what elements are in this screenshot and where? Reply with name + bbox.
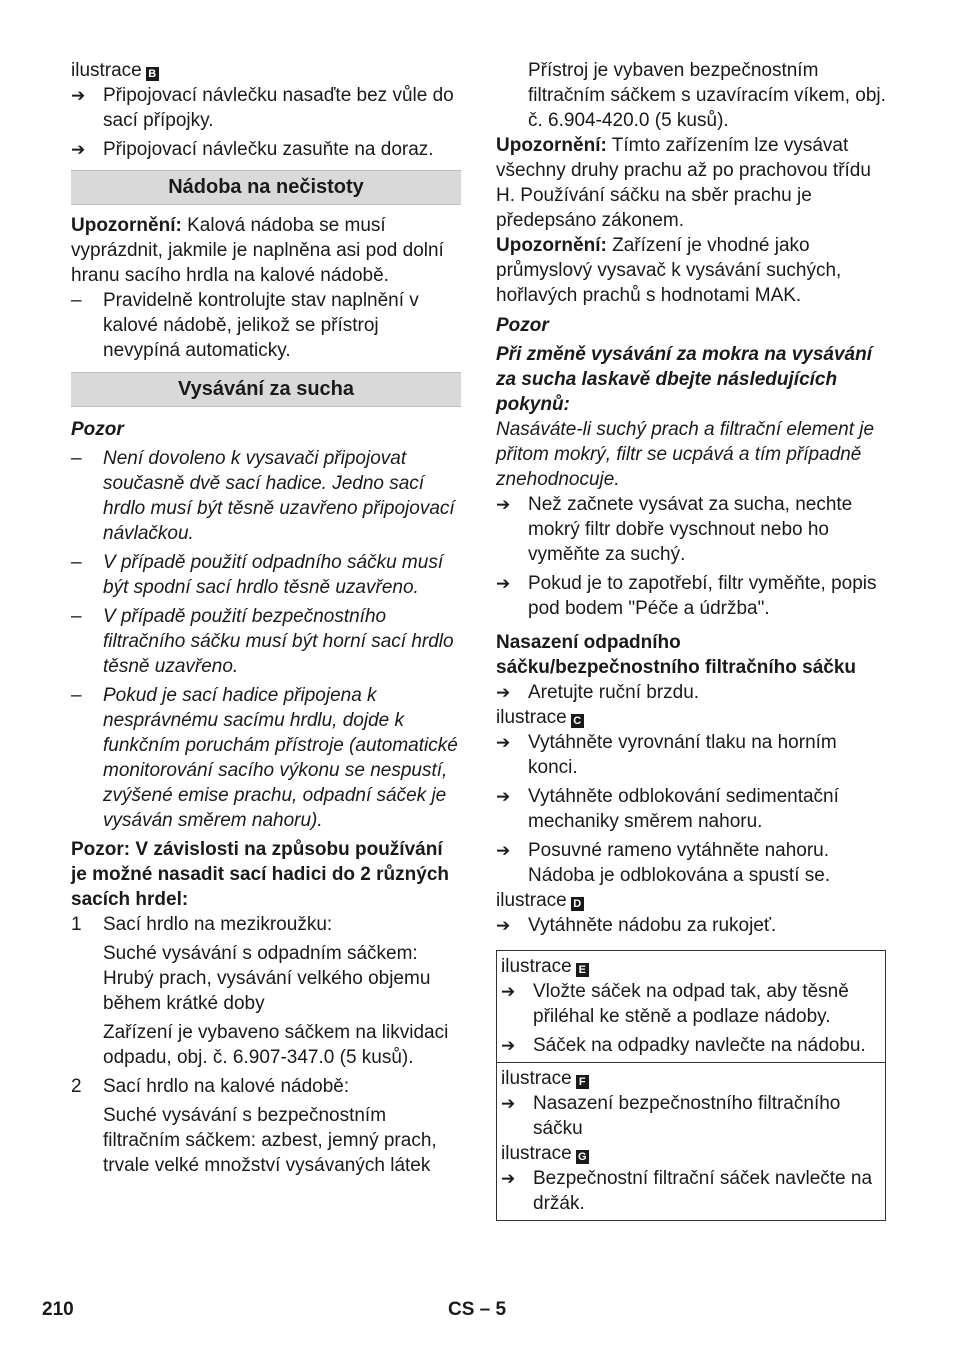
caution-bold-text: Při změně vysávání za mokra na vysávání za sucha laskavě dbejte následujících pokynů:	[496, 344, 872, 415]
figure-letter-badge: F	[576, 1075, 589, 1089]
step-item: ➔ Vytáhněte vyrovnání tlaku na horním konci.	[496, 732, 837, 778]
caution-item: – Pokud je sací hadice připojena k nesprávnému sacímu hrdlu, dojde k funkčním poruchám přístroje (automatické monitorování sacího výkonu se nespustí, zvýšené emise prachu, odpadní sáček je vysáván směrem nahoru).	[71, 685, 458, 831]
step-item: ➔ Bezpečnostní filtrační sáček navlečte na držák.	[501, 1168, 873, 1214]
dash-item: – Pravidelně kontrolujte stav naplnění v kalové nádobě, jelikož se přístroj nevypíná automaticky.	[71, 290, 419, 361]
numbered-item: 2 Sací hrdlo na kalové nádobě:	[71, 1076, 350, 1097]
caution-item: – Není dovoleno k vysavači připojovat současně dvě sací hadice. Jedno sací hrdlo musí být těsně uzavřeno připojovací návlačkou.	[71, 448, 455, 544]
note-paragraph: Upozornění: Kalová nádoba se musí vyprázdnit, jakmile je naplněna asi pod dolní hranu sacího hrdla na kalové nádobě.	[71, 215, 444, 286]
instruction-box-fg	[496, 1063, 886, 1221]
figure-ref-g: ilustrace G	[501, 1141, 873, 1166]
step-item: ➔ Nasazení bezpečnostního filtračního sáčku	[501, 1093, 841, 1139]
dash-marker: –	[71, 290, 82, 311]
section-indicator: CS – 5	[448, 1299, 507, 1320]
arrow-right-icon: ➔	[501, 1169, 516, 1188]
arrow-right-icon: ➔	[496, 495, 511, 514]
left-column	[71, 58, 461, 1178]
step-item: ➔ Vytáhněte nádobu za rukojeť.	[496, 915, 777, 936]
arrow-right-icon: ➔	[71, 140, 86, 159]
arrow-right-icon: ➔	[71, 86, 86, 105]
arrow-right-icon: ➔	[496, 916, 511, 935]
subheading: Nasazení odpadního sáčku/bezpečnostního filtračního sáčku	[496, 632, 857, 678]
figure-ref-e: ilustrace E	[501, 954, 873, 979]
arrow-right-icon: ➔	[496, 733, 511, 752]
right-column	[496, 58, 886, 1221]
arrow-right-icon: ➔	[501, 982, 516, 1001]
item-number: 1	[71, 914, 82, 935]
step-item: ➔ Aretujte ruční brzdu.	[496, 682, 700, 703]
caution-label: Pozor	[496, 315, 549, 336]
step-item: ➔ Posuvné rameno vytáhněte nahoru. Nádoba je odblokována a spustí se.	[496, 840, 831, 886]
step-item: ➔ Vytáhněte odblokování sedimentační mechaniky směrem nahoru.	[496, 786, 839, 832]
instruction-box-e	[496, 950, 886, 1063]
numbered-paragraph: Suché vysávání s odpadním sáčkem: Hrubý prach, vysávání velkého objemu během krátké doby	[103, 943, 431, 1014]
dash-marker: –	[71, 552, 82, 573]
figure-label: ilustrace	[71, 60, 142, 81]
caution-text: Nasáváte-li suchý prach a filtrační element je přitom mokrý, filtr se ucpává a tím případně znehodnocuje.	[496, 419, 875, 490]
dash-marker: –	[71, 448, 82, 469]
arrow-right-icon: ➔	[501, 1036, 516, 1055]
figure-ref-f: ilustrace F	[501, 1066, 873, 1091]
step-item: ➔ Sáček na odpadky navlečte na nádobu.	[501, 1035, 866, 1056]
arrow-right-icon: ➔	[496, 841, 511, 860]
figure-letter-badge: C	[571, 714, 584, 728]
section-heading-container: Vysávání za sucha	[71, 372, 461, 407]
figure-letter-badge: G	[576, 1150, 589, 1164]
step-item: ➔ Připojovací návlečku nasaďte bez vůle do sací přípojky.	[71, 85, 454, 131]
caution-label: Pozor	[71, 419, 124, 440]
figure-ref-c: ilustrace C	[496, 705, 886, 730]
caution-item: – V případě použití odpadního sáčku musí být spodní sací hrdlo těsně uzavřeno.	[71, 552, 444, 598]
dash-marker: –	[71, 606, 82, 627]
figure-ref-d: ilustrace D	[496, 888, 886, 913]
note-paragraph: Upozornění: Zařízení je vhodné jako průmyslový vysavač k vysávání suchých, hořlavých prachů s hodnotami MAK.	[496, 235, 842, 306]
arrow-right-icon: ➔	[496, 683, 511, 702]
page-number: 210	[42, 1299, 74, 1320]
step-item: ➔ Připojovací návlečku zasuňte na doraz.	[71, 139, 434, 160]
item-number: 2	[71, 1076, 82, 1097]
figure-letter-badge: D	[571, 897, 584, 911]
intro-paragraph: Přístroj je vybaven bezpečnostním filtračním sáčkem s uzavíracím víkem, obj. č. 6.904-420.0 (5 kusů).	[528, 60, 886, 131]
instruction-boxes	[496, 950, 886, 1221]
section-heading-container: Nádoba na nečistoty	[71, 170, 461, 205]
figure-letter-badge: E	[576, 963, 589, 977]
numbered-paragraph: Zařízení je vybaveno sáčkem na likvidaci odpadu, obj. č. 6.907-347.0 (5 kusů).	[103, 1022, 449, 1068]
numbered-paragraph: Suché vysávání s bezpečnostním filtračním sáčkem: azbest, jemný prach, trvale velké množství vysávaných látek	[103, 1105, 437, 1176]
dash-marker: –	[71, 685, 82, 706]
arrow-right-icon: ➔	[501, 1094, 516, 1113]
step-item: ➔ Vložte sáček na odpad tak, aby těsně přiléhal ke stěně a podlaze nádoby.	[501, 981, 849, 1027]
step-item: ➔ Než začnete vysávat za sucha, nechte mokrý filtr dobře vyschnout nebo ho vyměňte za suchý.	[496, 494, 853, 565]
numbered-item: 1 Sací hrdlo na mezikroužku:	[71, 914, 333, 935]
arrow-right-icon: ➔	[496, 574, 511, 593]
caution-item: – V případě použití bezpečnostního filtračního sáčku musí být horní sací hrdlo těsně uzavřeno.	[71, 606, 454, 677]
bold-note: Pozor: V závislosti na způsobu používání je možné nasadit sací hadici do 2 různých sacích hrdel:	[71, 839, 449, 910]
note-paragraph: Upozornění: Tímto zařízením lze vysávat všechny druhy prachu až po prachovou třídu H. Používání sáčku na sběr prachu je předepsáno zákonem.	[496, 135, 871, 231]
figure-letter-badge: B	[146, 67, 159, 81]
arrow-right-icon: ➔	[496, 787, 511, 806]
step-item: ➔ Pokud je to zapotřebí, filtr vyměňte, popis pod bodem "Péče a údržba".	[496, 573, 877, 619]
figure-ref-b	[71, 58, 461, 83]
